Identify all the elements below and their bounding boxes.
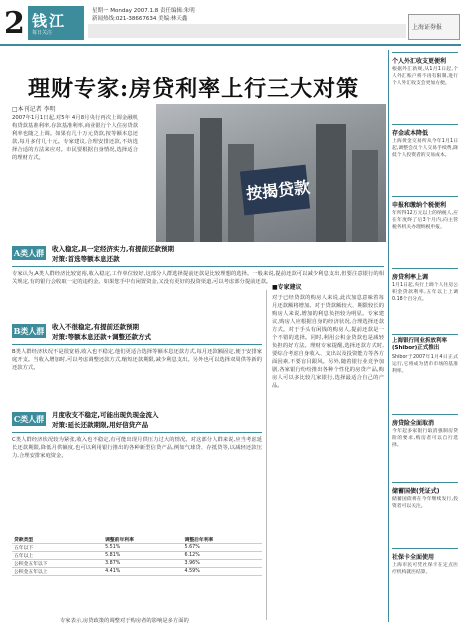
section-c-text: C类人群经济状况较为紧张,收入也不稳定,有可能出现月供压力过大的情况。对这部分人群来说,应当考虑延长还款期限,降低月供额度,也可以利用银行推出的各种新型信贷产品,例如气球贷、存抵贷等,以减轻还款压力,合理安排家庭资金。 [12, 437, 262, 459]
brief-rule [392, 52, 458, 53]
brief-title: 上海银行同业拆放利率(Shibor)正式推出 [392, 338, 448, 351]
header-rule [0, 44, 461, 46]
page-number: 2 [4, 6, 25, 41]
table-cell: 3.87% [103, 560, 182, 568]
table-row [12, 560, 262, 568]
page-header [0, 0, 461, 44]
table-cell: 5.67% [183, 544, 262, 552]
brief-text: 储蓄国债将在今年继续发行,投资者可以关注。 [392, 497, 458, 509]
expert-advice-text: 对于已经贷款的购房人来说,此次加息意味着每月还款额将增加。对于贷款额较大、期限较长的购房人来说,增加的利息负担较为明显。专家建议,购房人应根据自身的经济状况,合理选择还款方式。对于手头有闲钱的购房人,提前还款是一个不错的选择。同时,利用公积金贷款也是减轻负担的好方法。理财专家提醒,选择还款方式时,要综合考虑自身收入、支出以及投资能力等各方面因素,不要盲目跟风。另外,随着银行业竞争加剧,各家银行纷纷推出各种个性化的房贷产品,购房人可以多比较几家银行,选择最适合自己的产品。 [272, 295, 384, 389]
rate-table [12, 536, 262, 576]
brief-title: 房贷险全面取消 [392, 420, 435, 427]
table-row [12, 568, 262, 576]
section-b-rule [12, 344, 262, 345]
brief-rule [392, 548, 458, 549]
table-cell: 公积金五年以上 [12, 568, 103, 576]
section-c-subtitle: 对策:延长还款期限,用好信贷产品 [52, 421, 149, 429]
brief-text: 上海市民可凭社保卡在定点医疗机构就医结算。 [392, 563, 458, 575]
brief-title: 房贷利率上调 [392, 274, 429, 281]
table-header-cell: 调整前年利率 [103, 536, 182, 544]
table-header-cell: 调整后年利率 [183, 536, 262, 544]
lead-paragraph: 2007年1月1日起,对5年 4月8月央行再次上调金融机构贷款基准利率,存款基准利率,商业银行个人住房贷款利率也随之上调。如果有几十万元贷款,按等额本息还款,每月多付几十元。专家建议,合理安排还款,不妨选择合适的方法来应对。市民要根据自身情况,选择适合的理财方式。 [12, 115, 138, 161]
section-b-text: B类人群经济状况不是很宽裕,收入也不稳定,他们更适合选择等额本息还款方式,每月还款额固定,便于安排家庭开支。当收入增加时,可以考虑调整还款方式,缩短还款期限,减少利息支出。另外也可以选择双周供等新的还款方式。 [12, 349, 262, 371]
table-cell: 4.41% [103, 568, 182, 576]
editor-info: 新闻热线:021-38667634 美编:林天鑫 [92, 16, 188, 22]
table-row [12, 544, 262, 552]
section-logo-text: 钱江 [32, 12, 67, 30]
section-b-subtitle: 对策:等额本息还款+调整还款方式 [52, 333, 152, 341]
table-header-row [12, 536, 262, 544]
main-headline: 理财专家:房贷利率上行三大对策 [28, 76, 360, 102]
table-cell: 5.81% [103, 552, 182, 560]
table-cell: 4.59% [183, 568, 262, 576]
table-cell: 五年以下 [12, 544, 103, 552]
masthead-text: 上海证券报 [412, 24, 443, 31]
brief-rule [392, 482, 458, 483]
brief-rule [392, 268, 458, 269]
table-header-cell: 贷款类型 [12, 536, 103, 544]
brief-title: 存金或本降低 [392, 130, 429, 137]
brief-text: 年所得12万元以上的纳税人,应在年度终了后3个月内,向主管税务机关办理纳税申报。 [392, 211, 458, 230]
brief-text: 上海黄金交易所从今年1月1日起,调整会员个人交易手续费,降低个人投资者的交易成本。 [392, 139, 458, 158]
section-logo-subtitle: 每日关注 [32, 30, 53, 36]
brief-text: Shibor于2007年1月4日正式运行,它将成为货币市场的基准利率。 [392, 355, 458, 374]
table-cell: 五年以上 [12, 552, 103, 560]
section-b-label: B类人群 [13, 326, 45, 336]
brief-title: 储蓄国债(凭证式) [392, 488, 440, 495]
bottom-note: 专家表示,房贷政策的调整对于购房者的影响是多方面的 [60, 618, 189, 624]
section-b-title: 收入不很稳定,有提前还款预期 [52, 323, 139, 331]
brief-text: 根据外汇新规,从1月1日起,个人外汇账户将不再有限制,进行个人外汇收支会更加方便。 [392, 67, 458, 86]
brief-rule [392, 414, 458, 415]
brief-text: 1月1日起,央行上调个人住房公积金贷款利率,五年以上上调0.18个百分点。 [392, 283, 458, 302]
section-c-title: 月度收支不稳定,可能出现负现金流入 [52, 411, 159, 419]
section-c-label: C类人群 [13, 414, 45, 424]
brief-title: 申报和缴纳个税便利 [392, 202, 447, 209]
section-a-label: A类人群 [13, 248, 45, 258]
brief-text: 今年起多家银行取消强制房贷险的要求,购房者可以自行选择。 [392, 429, 458, 448]
section-a-rule [12, 266, 384, 267]
brief-title: 个人外汇收支更便利 [392, 58, 447, 65]
brief-rule [392, 334, 458, 335]
column-divider [266, 290, 267, 620]
photo-sign-text: 按揭贷款 [245, 177, 311, 204]
brief-rule [392, 196, 458, 197]
brief-rule [392, 124, 458, 125]
table-cell: 5.51% [103, 544, 182, 552]
table-row [12, 552, 262, 560]
section-a-text: 专家认为,A类人群经济比较宽裕,收入稳定,工作单位较好,这部分人群选择提前还款是比较理想的选择。一般来说,提前还款可以减少利息支出,但要注意银行的相关规定,有的银行会收取一定的违约金。如果您手中有闲置资金,又没有更好的投资渠道,可以考虑部分提前还款。 [12, 271, 384, 285]
brief-title: 社保卡全面使用 [392, 554, 435, 561]
section-a-title: 收入稳定,具一定经济实力,有提前还款预期 [52, 245, 174, 253]
table-cell: 公积金五年以下 [12, 560, 103, 568]
expert-advice-title: ■专家建议 [272, 284, 302, 291]
table-cell: 3.96% [183, 560, 262, 568]
right-column-divider [388, 50, 389, 622]
section-a-subtitle: 对策:首选等额本息还款 [52, 255, 120, 263]
table-cell: 6.12% [183, 552, 262, 560]
byline: □本刊记者 李明 [12, 106, 56, 113]
header-banner [88, 24, 406, 38]
issue-date: 星期一 Monday 2007.1.8 责任编辑:朱明 [92, 8, 195, 14]
section-c-rule [12, 432, 262, 433]
